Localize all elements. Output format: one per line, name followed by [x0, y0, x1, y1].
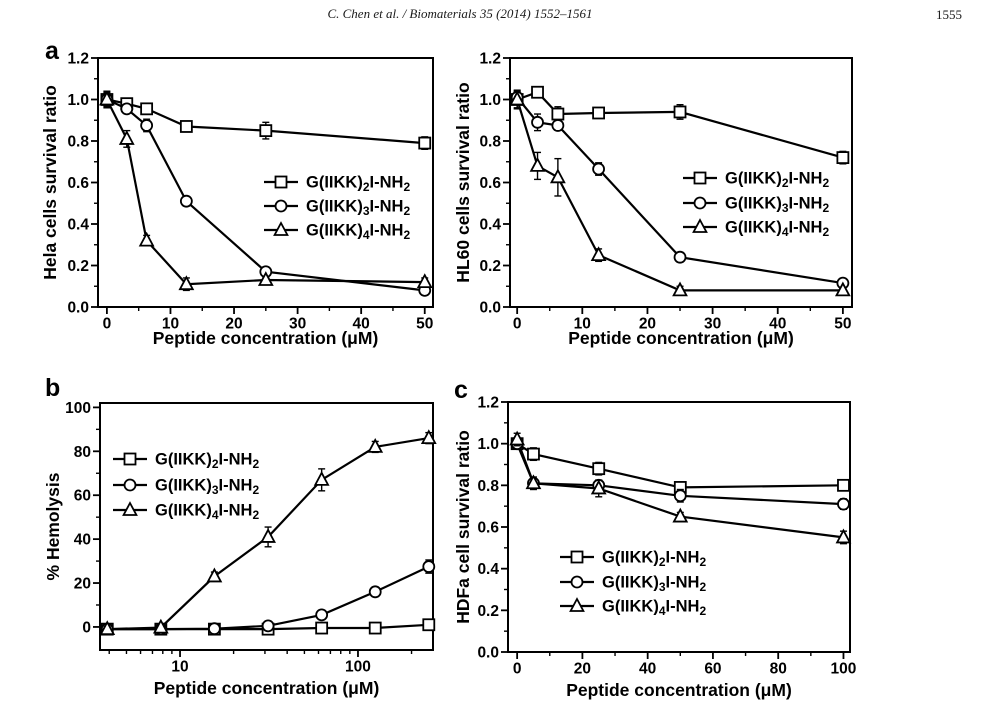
legend-label: $G(IIKK)_2I-NH_2$: [725, 169, 830, 190]
x-tick-label: 100: [345, 658, 371, 676]
chart-hl60-survival: [448, 45, 868, 357]
y-axis-title: Hela cells survival ratio: [40, 85, 60, 280]
x-tick-label: 30: [703, 315, 722, 333]
x-tick-label: 50: [416, 315, 434, 333]
y-tick-label: 0.0: [479, 299, 501, 317]
y-tick-label: 20: [73, 575, 91, 593]
x-axis-title: Peptide concentration (μM): [153, 678, 380, 698]
y-tick-label: 0.4: [477, 561, 499, 579]
x-tick-label: 40: [352, 315, 370, 333]
series-points-circle: [102, 560, 435, 635]
chart-hemolysis: [35, 375, 448, 707]
legend-label: $G(IIKK)_4I-NH_2$: [602, 597, 707, 618]
y-axis-title: % Hemolysis: [43, 472, 63, 581]
axes: [477, 395, 856, 678]
y-tick-label: 80: [73, 443, 91, 461]
y-tick-label: 1.0: [477, 436, 499, 454]
y-tick-label: 0.0: [477, 644, 499, 662]
x-axis-title: Peptide concentration (μM): [568, 328, 794, 348]
legend-label: $G(IIKK)_4I-NH_2$: [725, 218, 830, 239]
y-tick-label: 0.4: [479, 216, 501, 234]
y-axis-title: HL60 cells survival ratio: [453, 82, 473, 283]
journal-citation: C. Chen et al. / Biomaterials 35 (2014) 1552–1561: [327, 6, 593, 21]
y-tick-label: 0.2: [477, 602, 499, 620]
y-tick-label: 0.6: [479, 175, 501, 192]
y-tick-label: 0.2: [479, 258, 501, 275]
x-tick-label: 80: [769, 660, 787, 678]
legend-label: $G(IIKK)_4I-NH_2$: [155, 501, 260, 522]
y-tick-label: 40: [73, 531, 91, 549]
axes: [67, 51, 433, 333]
y-tick-label: 0: [82, 619, 91, 637]
series-points-triangle: [101, 431, 435, 634]
legend-label: $G(IIKK)_2I-NH_2$: [602, 548, 707, 569]
panel-label-b: b: [45, 374, 61, 402]
x-tick-label: 20: [573, 660, 592, 678]
x-tick-label: 40: [639, 660, 657, 678]
y-tick-label: 1.2: [67, 50, 89, 68]
x-tick-label: 0: [102, 315, 112, 333]
y-tick-label: 0.0: [67, 299, 89, 317]
y-tick-label: 0.4: [67, 216, 89, 234]
x-tick-label: 50: [834, 315, 852, 333]
legend-label: $G(IIKK)_3I-NH_2$: [155, 476, 260, 497]
series-points-circle: [512, 438, 849, 509]
chart-canvas-hdfa: [448, 375, 868, 707]
y-tick-label: 100: [65, 399, 91, 417]
panel-label-c: c: [454, 376, 468, 404]
legend-label: $G(IIKK)_3I-NH_2$: [602, 573, 707, 594]
chart-hela-survival: [35, 37, 448, 357]
page-number: 1555: [936, 7, 962, 22]
legend: [113, 451, 259, 523]
y-tick-label: 1.0: [67, 92, 89, 109]
legend-label: $G(IIKK)_3I-NH_2$: [725, 194, 830, 215]
y-tick-label: 1.0: [479, 92, 501, 109]
x-tick-label: 10: [171, 658, 189, 676]
y-axis-title: HDFa cell survival ratio: [453, 430, 473, 624]
x-tick-label: 40: [769, 315, 787, 333]
legend-label: $G(IIKK)_2I-NH_2$: [155, 450, 260, 471]
legend-label: $G(IIKK)_4I-NH_2$: [306, 221, 411, 242]
x-tick-label: 100: [830, 660, 857, 678]
x-tick-label: 30: [288, 315, 307, 333]
series-points-circle: [512, 91, 849, 288]
chart-canvas-hemolysis: [35, 375, 448, 707]
y-tick-label: 0.6: [67, 175, 89, 192]
x-tick-label: 10: [573, 315, 591, 333]
legend-label: $G(IIKK)_2I-NH_2$: [306, 173, 411, 194]
chart-hdfa-survival: [448, 375, 868, 707]
x-tick-label: 0: [512, 315, 522, 333]
x-tick-label: 20: [225, 315, 243, 333]
legend: [264, 174, 410, 243]
y-tick-label: 0.6: [477, 519, 499, 537]
x-tick-label: 60: [704, 660, 722, 678]
chart-canvas-hl60: [448, 45, 868, 357]
x-axis-title: Peptide concentration (μM): [152, 328, 379, 348]
y-tick-label: 1.2: [477, 394, 499, 412]
y-tick-label: 0.8: [67, 133, 89, 151]
series-line-square: [517, 444, 843, 488]
legend: [683, 170, 829, 240]
y-tick-label: 0.8: [479, 133, 501, 151]
y-tick-label: 1.2: [479, 50, 501, 68]
y-tick-label: 60: [73, 487, 91, 505]
legend-label: $G(IIKK)_3I-NH_2$: [306, 197, 411, 218]
series-line-square: [517, 92, 843, 157]
chart-canvas-hela: [35, 45, 448, 357]
legend: [560, 549, 706, 619]
x-tick-label: 20: [638, 315, 657, 333]
y-tick-label: 0.2: [67, 258, 89, 275]
y-tick-label: 0.8: [477, 477, 499, 495]
x-axis-title: Peptide concentration (μM): [566, 680, 792, 700]
x-tick-label: 10: [161, 315, 180, 333]
x-tick-label: 0: [512, 660, 522, 678]
panel-label-a: a: [45, 37, 59, 65]
